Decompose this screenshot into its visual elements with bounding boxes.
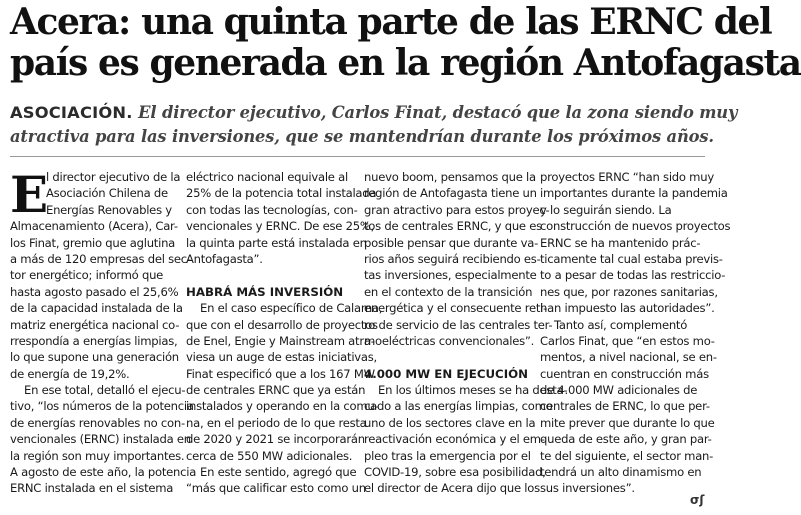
headline — [10, 1, 801, 84]
article-line: cado a las energías limpias, como — [364, 399, 553, 414]
article-line: hasta agosto pasado el 25,6% — [10, 284, 179, 299]
article-line: tor energético; informó que — [10, 268, 164, 283]
article-line — [186, 267, 353, 283]
article-column-4 — [540, 169, 731, 497]
article-line: de la capacidad instalada de la — [10, 301, 183, 316]
article-line: gran atractivo para estos proyec- — [364, 202, 550, 217]
article-line: tivo, “los números de la potencia — [10, 399, 194, 414]
article-line: a más de 120 empresas del sec- — [10, 251, 191, 266]
article-line: nes que, por razones sanitarias, — [540, 284, 718, 299]
article-line: En este sentido, agregó que — [200, 465, 357, 480]
article-line: Carlos Finat, que “en estos mo- — [540, 333, 715, 348]
article-line: Energías Renovables y — [46, 202, 172, 217]
article-line: sus inversiones”. — [540, 481, 635, 496]
headline-line-2: país es generada en la región Antofagasta — [10, 42, 801, 84]
article-line: tas inversiones, especialmente — [364, 268, 537, 283]
article-line: importantes durante la pandemia — [540, 186, 728, 201]
article-line: nuevo boom, pensamos que la — [364, 170, 536, 184]
article-line: proyectos ERNC “han sido muy — [540, 170, 714, 184]
article-line: mentos, a nivel nacional, se en- — [540, 350, 717, 365]
article-line: COVID-19, sobre esa posibilidad, — [364, 465, 546, 480]
article-line: queda de este año, y gran par- — [540, 432, 712, 447]
lead-line-1 — [10, 101, 738, 125]
article-line: mite prever que durante lo que — [540, 415, 715, 430]
article-line: te del siguiente, el sector man- — [540, 448, 714, 463]
drop-cap: E — [10, 165, 49, 224]
article-line: Tanto así, complementó — [554, 317, 688, 332]
article-line: En el caso específico de Calama, — [200, 301, 383, 316]
article-line: de 2020 y 2021 se incorporarán — [186, 432, 365, 447]
subheading: 4.000 MW EN EJECUCIÓN — [364, 366, 529, 381]
article-line: Antofagasta”. — [186, 251, 263, 266]
article-line: uno de los sectores clave en la — [364, 415, 536, 430]
article-line: de 4.000 MW adicionales de — [540, 383, 698, 398]
article-line: instalados y operando en la comu- — [186, 399, 379, 414]
article-line: lo que supone una generación — [10, 350, 179, 365]
article-line: rrespondía a energías limpias, — [10, 333, 178, 348]
article-line: vencionales (ERNC) instalada en — [10, 432, 191, 447]
article-line: En los últimos meses se ha desta- — [378, 383, 568, 398]
article-line: han impuesto las autoridades”. — [540, 301, 715, 316]
article-line: 25% de la potencia total instalada — [186, 186, 377, 201]
article-line: los Finat, gremio que aglutina — [10, 235, 176, 250]
article-line: ro de servicio de las centrales ter- — [364, 317, 553, 332]
article-line: “más que calificar esto como un — [186, 481, 366, 496]
article-line: el director de Acera dijo que los — [364, 481, 540, 496]
section-divider — [10, 156, 705, 157]
article-line: región de Antofagasta tiene un — [364, 186, 537, 201]
article-line: pleo tras la emergencia por el — [364, 448, 531, 463]
lead-paragraph — [10, 101, 738, 149]
article-line: matriz energética nacional co- — [10, 317, 180, 332]
article-line: tos de centrales ERNC, y que es — [364, 219, 542, 234]
article-line: de centrales ERNC que ya están — [186, 383, 366, 398]
article-column-2 — [186, 169, 383, 497]
article-line — [364, 349, 531, 365]
article-line: ERNC instalada en el sistema — [10, 481, 174, 496]
article-line: energética y el consecuente reti- — [364, 301, 548, 316]
article-column-1 — [10, 165, 197, 497]
article-line: de energías renovables no con- — [10, 415, 185, 430]
article-line: de energía de 19,2%. — [10, 366, 130, 381]
article-line: Finat especificó que a los 167 MW — [186, 366, 375, 381]
article-line: centrales de ERNC, lo que per- — [540, 399, 710, 414]
article-line: rios años seguirá recibiendo es- — [364, 251, 541, 266]
article-line: reactivación económica y el em- — [364, 432, 545, 447]
article-line: con todas las tecnologías, con- — [186, 202, 358, 217]
article-line: la región son muy importantes. — [10, 448, 185, 463]
lead-line-2: atractiva para las inversiones, que se mantendrían durante los próximos años. — [10, 127, 714, 146]
article-column-3 — [364, 169, 568, 497]
lead-line-1-text: El director ejecutivo, Carlos Finat, destacó que la zona siendo muy — [132, 103, 738, 122]
article-line: posible pensar que durante va- — [364, 235, 539, 250]
article-line: de Enel, Engie y Mainstream atra- — [186, 333, 375, 348]
article-line: Almacenamiento (Acera), Car- — [10, 219, 178, 234]
article-line: vencionales y ERNC. De ese 25%, — [186, 219, 375, 234]
article-line: y lo seguirán siendo. La — [540, 202, 672, 217]
article-line: ERNC se ha mantenido prác- — [540, 235, 701, 250]
article-line: l director ejecutivo de la — [46, 170, 181, 184]
article-line: la quinta parte está instalada en — [186, 235, 367, 250]
article-line: moeléctricas convencionales”. — [364, 333, 535, 348]
article-line: construcción de nuevos proyectos — [540, 219, 731, 234]
article-line: eléctrico nacional equivale al — [186, 170, 348, 184]
article-line: En ese total, detalló el ejecu- — [24, 383, 186, 398]
article-line: Asociación Chilena de — [46, 186, 168, 201]
article-line: que con el desarrollo de proyectos — [186, 317, 378, 332]
lead-kicker: ASOCIACIÓN. — [10, 103, 133, 122]
article-line: tendrá un alto dinamismo en — [540, 465, 702, 480]
article-line: na, en el periodo de lo que resta — [186, 415, 367, 430]
article-line: A agosto de este año, la potencia — [10, 465, 197, 480]
headline-line-1: Acera: una quinta parte de las ERNC del — [10, 1, 772, 43]
article-line: ticamente tal cual estaba previs- — [540, 251, 723, 266]
article-line: cerca de 550 MW adicionales. — [186, 448, 353, 463]
article-line: viesa un auge de estas iniciativas, — [186, 350, 377, 365]
end-of-article-mark: σʃ — [690, 493, 705, 507]
article-line: to a pesar de todas las restriccio- — [540, 268, 726, 283]
article-line: en el contexto de la transición — [364, 284, 533, 299]
article-line: cuentran en construcción más — [540, 366, 709, 381]
subheading: HABRÁ MÁS INVERSIÓN — [186, 284, 344, 299]
